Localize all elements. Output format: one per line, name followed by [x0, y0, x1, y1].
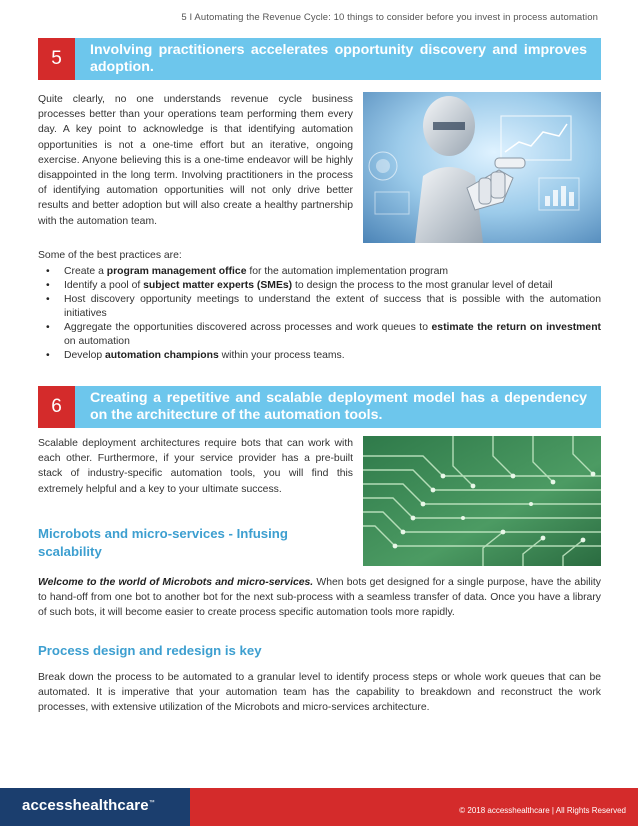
- microbots-paragraph: [38, 575, 601, 621]
- copyright-text: © 2018 accesshealthcare | All Rights Reserved: [459, 806, 626, 815]
- section-5-paragraph: Quite clearly, no one understands revenue cycle business processes better than your operations team performing them every day. A key point to acknowledge is that identifying automation opportunities is not a one-time effort but an iterative, ongoing exercise. Anyone believing this is a one-time endeavor will be highly disappointed in the long term. Involving practitioners in the process of identifying automation opportunities will not only drive better results and better adoption but will also create a healthy partnership with the automation team.: [38, 94, 353, 227]
- brand-logo: accesshealthcare™: [22, 797, 155, 814]
- robot-hand-image: [363, 92, 601, 243]
- microbots-text: When bots get designed for a single purpose, have the ability to hand-off from one bot to another bot for the next sub-process with a seamless transfer of data. Once you have a library of such bots, it will become easier to create process specific automation tools more rapidly.: [38, 577, 601, 619]
- list-item: • Aggregate the opportunities discovered across processes and work queues to estimate the return on investment on automation: [38, 321, 601, 349]
- list-item: • Develop automation champions within your process teams.: [38, 349, 601, 363]
- section-5-banner: [38, 38, 601, 80]
- section-6-banner: [38, 386, 601, 428]
- best-practices-list: [38, 265, 601, 363]
- list-item: • Create a program management office for the automation implementation program: [38, 265, 601, 279]
- page-footer: [0, 788, 638, 826]
- section-6-paragraph: Scalable deployment architectures require bots that can work with each other. Furthermore, if your service provider has a pre-built stack of industry-specific automation tools, you will find this extremely helpful and a key to your ultimate success.: [38, 438, 353, 495]
- best-practices-intro: Some of the best practices are:: [38, 250, 182, 261]
- footer-copyright-panel: [190, 788, 638, 826]
- list-item: • Host discovery opportunity meetings to understand the extent of success that is possible with the automation initiatives: [38, 293, 601, 321]
- section-5-number: 5: [38, 38, 75, 80]
- process-design-heading: Process design and redesign is key: [38, 643, 262, 658]
- running-header: 5 I Automating the Revenue Cycle: 10 things to consider before you invest in process automation: [181, 12, 598, 23]
- section-5-title: Involving practitioners accelerates opportunity discovery and improves adoption.: [90, 42, 587, 75]
- section-6-title: Creating a repetitive and scalable deployment model has a dependency on the architecture of the automation tools.: [90, 390, 587, 423]
- process-design-paragraph: Break down the process to be automated to a granular level to identify process steps or whole work queues that can be automated. It is imperative that your automation team has the capability to breakdown and reconstruct the work processes, with extensive utilization of the Microbots and micro-services architecture.: [38, 672, 601, 714]
- microbots-heading: Microbots and micro-services - Infusing scalability: [38, 526, 288, 559]
- footer-brand-panel: [0, 788, 190, 826]
- list-item: • Identify a pool of subject matter experts (SMEs) to design the process to the most granular level of detail: [38, 279, 601, 293]
- microbots-lead: Welcome to the world of Microbots and micro-services.: [38, 577, 314, 588]
- circuit-board-image: [363, 436, 601, 566]
- section-6-number: 6: [38, 386, 75, 428]
